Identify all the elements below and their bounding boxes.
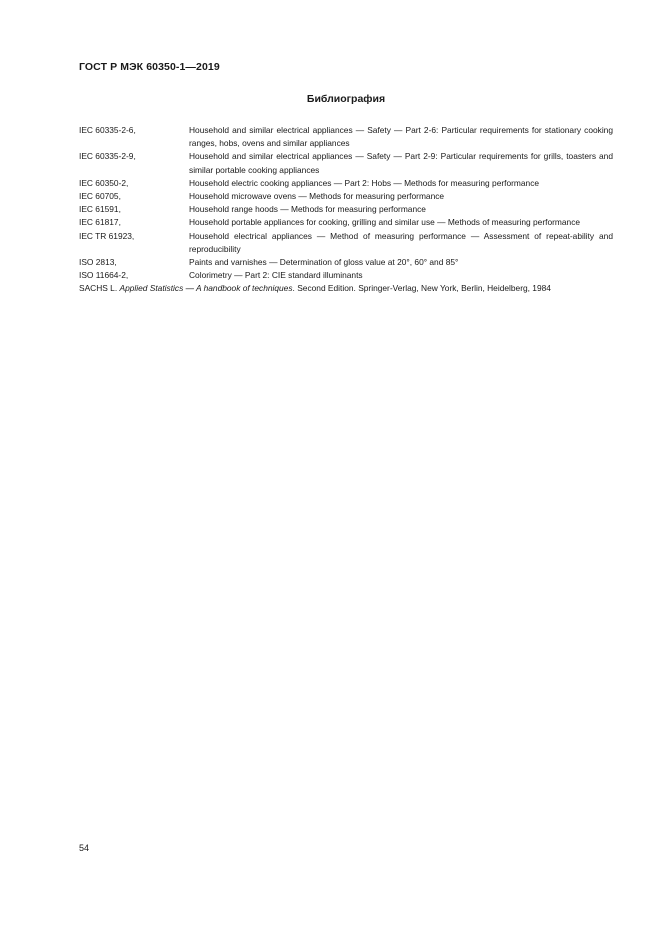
bibliography-list: [79, 124, 613, 296]
book-publication-details: . Second Edition. Springer-Verlag, New York, Berlin, Heidelberg, 1984: [292, 283, 551, 294]
standard-designation: ГОСТ Р МЭК 60350-1—2019: [79, 61, 220, 73]
entry-reference: IEC 60335-2-9,: [79, 151, 136, 162]
bibliography-entry: [79, 124, 613, 150]
entry-reference: IEC 60335-2-6,: [79, 125, 136, 135]
book-author: SACHS L.: [79, 283, 118, 294]
bibliography-entry: [79, 203, 613, 216]
bibliography-entry: [79, 230, 613, 256]
bibliography-entry: [79, 216, 613, 229]
entry-reference: ISO 11664-2,: [79, 270, 129, 281]
bibliography-entry: [79, 190, 613, 203]
book-title: Applied Statistics — A handbook of techniques: [119, 283, 293, 294]
entry-description: Household electric cooking appliances — Part 2: Hobs — Methods for measuring performance: [189, 177, 540, 188]
entry-reference: ISO 2813,: [79, 257, 117, 268]
entry-description: Household range hoods — Methods for measuring performance: [189, 204, 426, 215]
entry-reference: IEC 61591,: [79, 204, 121, 215]
page-number: 54: [79, 843, 90, 853]
entry-description: Household microwave ovens — Methods for measuring performance: [189, 191, 445, 202]
entry-description: Paints and varnishes — Determination of gloss value at 20°, 60° and 85°: [189, 257, 459, 268]
entry-reference: IEC 60705,: [79, 191, 121, 202]
bibliography-title: Библиография: [306, 93, 386, 105]
entry-reference: IEC 61817,: [79, 217, 121, 228]
bibliography-entry: [79, 150, 613, 176]
entry-description: Household electrical appliances — Method of measuring performance — Assessment of repeat-ability and reproducibility: [189, 230, 613, 254]
bibliography-entry: [79, 269, 613, 282]
entry-reference: IEC 60350-2,: [79, 177, 129, 188]
entry-description: Household portable appliances for cooking, grilling and similar use — Methods of measuring performance: [189, 217, 581, 228]
entry-reference: IEC TR 61923,: [79, 230, 135, 241]
entry-description: Household and similar electrical appliances — Safety — Part 2-6: Particular requirements for stationary cooking ranges, hobs, ovens and similar appliances: [189, 125, 613, 149]
entry-description: Household and similar electrical appliances — Safety — Part 2-9: Particular requirements for grills, toasters and similar portable cooking appliances: [189, 151, 613, 175]
entry-description: Colorimetry — Part 2: CIE standard illuminants: [189, 270, 363, 281]
bibliography-entry: [79, 177, 613, 190]
bibliography-entry: [79, 256, 613, 269]
bibliography-entry-book: [79, 282, 613, 295]
